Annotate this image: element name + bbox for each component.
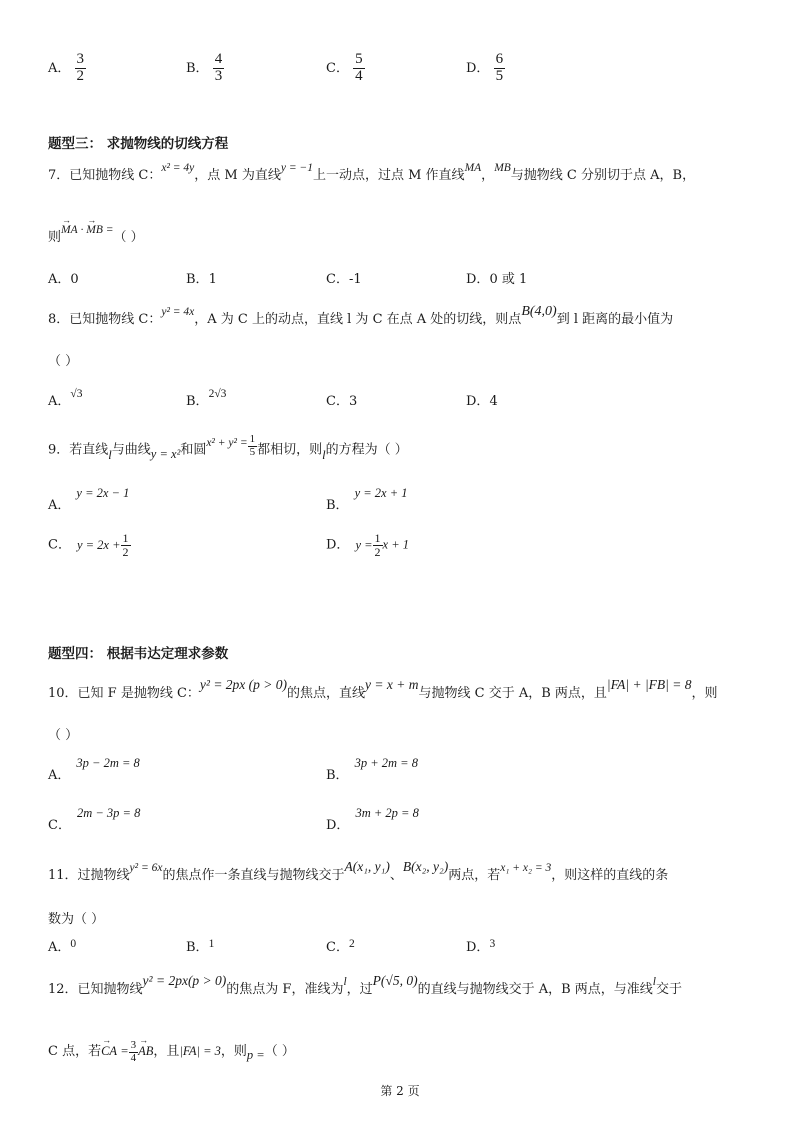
q12-stem: 12．已知抛物线y² = 2px(p > 0)的焦点为 F，准线为l，过P(√5, 0)的直线与抛物线交于 A，B 两点，与准线l交于 — [48, 973, 683, 997]
q9-option-b: B．y = 2x + 1 — [326, 486, 408, 513]
q10-equation: y² = 2px (p > 0) — [199, 677, 288, 692]
q6-option-d-fraction: $\frac{6}{5}$ — [495, 51, 504, 84]
q6-option-c-fraction: $\frac{5}{4}$ — [355, 51, 363, 84]
q9-circle-fraction: $\frac{1}{5}$ — [249, 433, 256, 458]
q9-stem: 9．若直线l与曲线y = x²和圆x² + y² = $\frac{1}{5}$ 都相切，则l的方程为（ ） — [48, 433, 408, 462]
q6-option-d: D． $\frac{6}{5}$ — [466, 51, 504, 84]
q7-option-c: C．-1 — [326, 272, 362, 287]
section3-heading: 题型三： 求抛物线的切线方程 — [48, 136, 229, 152]
q7-stem: 7．已知抛物线 C：x² = 4y，点 M 为直线y = −1上一动点，过点 M 作直线MA，MB与抛物线 C 分别切于点 A，B， — [48, 162, 696, 183]
q10-condition: |FA| + |FB| = 8 — [606, 677, 692, 692]
q10-stem: 10．已知 F 是抛物线 C：y² = 2px (p > 0)的焦点，直线y = x + m与抛物线 C 交于 A，B 两点，且|FA| + |FB| = 8，则 — [48, 677, 718, 701]
q8-stem: 8．已知抛物线 C：y² = 4x，A 为 C 上的动点，直线 l 为 C 在点 A 处的切线，则点B(4,0)到 l 距离的最小值为 — [48, 304, 674, 327]
q7-dot-product: → MA · → MB = — [61, 224, 113, 236]
q10-option-c: C．2m − 3p = 8 — [48, 806, 141, 833]
q12-point-p: P(√5, 0) — [372, 973, 418, 988]
q8-equation: y² = 4x — [161, 306, 195, 318]
q12-equation: y² = 2px(p > 0) — [142, 973, 227, 988]
q9-option-c: C． y = 2x + $\frac{1}{2}$ — [48, 531, 129, 559]
q8-option-b: B．2√3 — [186, 388, 227, 409]
q7-option-a: A．0 — [48, 272, 79, 287]
q10-option-a: A．3p − 2m = 8 — [48, 756, 140, 783]
q9-option-a: A．y = 2x − 1 — [48, 486, 130, 513]
q9-curve: y = x² — [150, 446, 181, 461]
q11-equation: y² = 6x — [129, 862, 163, 874]
q12-fa: |FA| = 3 — [179, 1044, 221, 1058]
q7-stem-line2: 则→ MA · → MB =（ ） — [48, 226, 144, 245]
page-footer: 第 2 页 — [380, 1084, 420, 1098]
q10-option-b: B．3p + 2m = 8 — [326, 756, 418, 783]
q11-option-c: C．2 — [326, 938, 355, 955]
section4-heading: 题型四： 根据韦达定理求参数 — [48, 646, 229, 662]
q6-option-b-fraction: $\frac{4}{3}$ — [214, 51, 223, 84]
q7-option-d: D．0 或 1 — [466, 272, 528, 287]
q8-option-c: C．3 — [326, 394, 358, 409]
q7-line-eq: y = −1 — [280, 162, 313, 174]
q7-ma: MA — [464, 162, 482, 174]
q11-point-b: B(x₂, y₂) — [402, 859, 449, 874]
q10-paren: （ ） — [48, 728, 79, 743]
q11-option-a: A．0 — [48, 938, 77, 955]
q9-option-d: D． y = $\frac{1}{2}$ x + 1 — [326, 531, 410, 559]
q11-option-d: D．3 — [466, 938, 496, 955]
q12-vector-eq: → CA = $\frac{3}{4}$ → AB — [101, 1044, 153, 1058]
q6-option-c: C． $\frac{5}{4}$ — [326, 51, 363, 84]
q10-line: y = x + m — [365, 677, 419, 692]
q9-circle: x² + y² = — [206, 436, 248, 449]
q8-option-a: A．√3 — [48, 388, 83, 409]
q7-equation: x² = 4y — [161, 162, 195, 174]
q11-point-a: A(x₁, y₁) — [344, 859, 390, 874]
q8-point-b: B(4,0) — [521, 304, 557, 319]
q12-stem-line2: C 点，若→ CA = $\frac{3}{4}$ → AB，且|FA| = 3，则p =（ ） — [48, 1040, 295, 1064]
q10-option-d: D．3m + 2p = 8 — [326, 806, 419, 833]
q6-option-a: A． $\frac{3}{2}$ — [48, 51, 85, 84]
q6-option-b: B． $\frac{4}{3}$ — [186, 51, 223, 84]
q11-stem: 11．过抛物线y² = 6x的焦点作一条直线与抛物线交于A(x₁, y₁)、B(x₂, y₂)两点，若x₁ + x₂ = 3，则这样的直线的条 — [48, 859, 669, 883]
q7-mb: MB — [494, 162, 511, 174]
q8-paren: （ ） — [48, 354, 79, 369]
q7-option-b: B．1 — [186, 272, 217, 287]
q11-condition: x₁ + x₂ = 3 — [500, 862, 552, 874]
q11-stem-line2: 数为（ ） — [48, 912, 105, 927]
q8-option-d: D．4 — [466, 394, 498, 409]
q6-option-a-fraction: $\frac{3}{2}$ — [76, 51, 85, 84]
q11-option-b: B．1 — [186, 938, 215, 955]
